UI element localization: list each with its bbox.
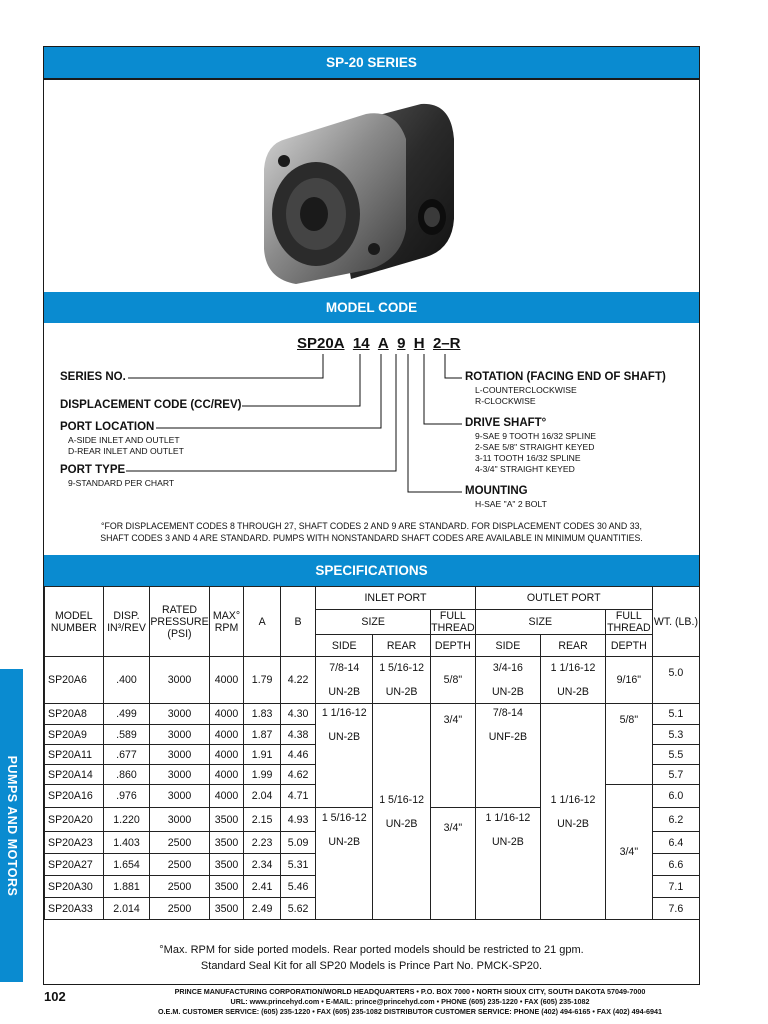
col-header-inlet-rear: REAR [373, 635, 431, 657]
col-header-b: B [280, 587, 315, 657]
model-code-diagram [44, 323, 699, 555]
cell-weight: 7.1 [652, 876, 699, 898]
port-location-option: A-SIDE INLET AND OUTLET [68, 435, 180, 445]
col-header-disp: DISP. IN³/REV [103, 587, 150, 657]
port-location-option: D-REAR INLET AND OUTLET [68, 446, 184, 456]
cell-rpm: 3500 [209, 832, 244, 854]
address-line: URL: www.princehyd.com • E-MAIL: prince@princehyd.com • PHONE (605) 235-1220 • FAX (605) 235-1082 [230, 997, 590, 1006]
col-header-rated-pressure: RATED PRESSURE (PSI) [150, 587, 209, 657]
cell-rpm: 3500 [209, 876, 244, 898]
mounting-option: H-SAE "A" 2 BOLT [475, 499, 547, 509]
cell-weight: 5.0 [652, 657, 699, 704]
cell-b: 5.62 [280, 898, 315, 920]
cell-model: SP20A11 [45, 745, 104, 765]
cell-weight: 5.5 [652, 745, 699, 765]
cell-model: SP20A27 [45, 854, 104, 876]
code-port-location: A [377, 335, 389, 352]
cell-psi: 2500 [150, 854, 209, 876]
cell-inlet-rear: 1 5/16-12 UN-2B [373, 704, 431, 920]
cell-rpm: 4000 [209, 704, 244, 725]
displacement-label: DISPLACEMENT CODE (CC/REV) [60, 399, 242, 411]
cell-b: 4.71 [280, 785, 315, 808]
drive-shaft-option: 4-3/4" STRAIGHT KEYED [475, 464, 575, 474]
port-type-option: 9-STANDARD PER CHART [68, 478, 175, 488]
cell-b: 5.46 [280, 876, 315, 898]
cell-disp: 2.014 [103, 898, 150, 920]
col-header-a: A [244, 587, 280, 657]
cell-psi: 3000 [150, 785, 209, 808]
cell-weight: 6.2 [652, 808, 699, 832]
cell-weight: 7.6 [652, 898, 699, 920]
col-header-inlet-port: INLET PORT [316, 587, 475, 610]
col-header-outlet-full-thread: FULL THREAD [607, 610, 651, 634]
cell-disp: .589 [103, 725, 150, 745]
col-header-inlet-full-thread: FULL THREAD [431, 610, 475, 634]
cell-disp: .976 [103, 785, 150, 808]
specifications-title: SPECIFICATIONS [315, 563, 428, 578]
col-header-outlet-depth: DEPTH [605, 635, 652, 657]
cell-model: SP20A14 [45, 765, 104, 785]
gear-pump-photo [256, 99, 456, 284]
cell-a: 1.87 [244, 725, 280, 745]
cell-weight: 5.7 [652, 765, 699, 785]
cell-a: 2.34 [244, 854, 280, 876]
cell-model: SP20A8 [45, 704, 104, 725]
cell-disp: .860 [103, 765, 150, 785]
footnote-rpm: °Max. RPM for side ported models. Rear ported models should be restricted to 21 gpm. [159, 944, 584, 956]
cell-model: SP20A9 [45, 725, 104, 745]
cell-outlet-depth: 9/16" [605, 657, 652, 704]
cell-model: SP20A23 [45, 832, 104, 854]
col-header-weight: WT. (LB.) [652, 587, 699, 657]
cell-psi: 2500 [150, 898, 209, 920]
cell-inlet-side: 7/8-14 UN-2B [316, 657, 373, 704]
code-shaft-rotation: 2–R [432, 335, 461, 352]
cell-b: 4.30 [280, 704, 315, 725]
cell-rpm: 3500 [209, 808, 244, 832]
code-series: SP20A [297, 335, 345, 352]
drive-shaft-option: 2-SAE 5/8" STRAIGHT KEYED [475, 442, 595, 452]
rotation-option: L-COUNTERCLOCKWISE [475, 385, 577, 395]
cell-a: 2.23 [244, 832, 280, 854]
cell-a: 2.15 [244, 808, 280, 832]
cell-disp: 1.403 [103, 832, 150, 854]
cell-b: 4.62 [280, 765, 315, 785]
drive-shaft-label: DRIVE SHAFT° [465, 417, 547, 429]
cell-outlet-rear: 1 1/16-12 UN-2B [541, 704, 606, 920]
cell-rpm: 4000 [209, 785, 244, 808]
col-header-outlet-size: SIZE [475, 610, 605, 635]
cell-a: 2.49 [244, 898, 280, 920]
table-row [45, 657, 700, 704]
col-header-max-rpm: MAX° RPM [209, 587, 244, 657]
cell-inlet-depth: 3/4" [431, 704, 476, 808]
cell-b: 4.38 [280, 725, 315, 745]
cell-rpm: 4000 [209, 725, 244, 745]
address-line: PRINCE MANUFACTURING CORPORATION/WORLD HEADQUARTERS • P.O. BOX 7000 • NORTH SIOUX CITY, SOUTH DAKOTA 57049-7000 [174, 987, 646, 996]
model-code-header [44, 292, 699, 323]
divider [44, 78, 699, 80]
side-tab [0, 669, 23, 982]
cell-psi: 3000 [150, 657, 209, 704]
cell-a: 1.99 [244, 765, 280, 785]
port-type-label: PORT TYPE [60, 464, 126, 476]
cell-b: 5.31 [280, 854, 315, 876]
cell-weight: 6.4 [652, 832, 699, 854]
page-number: 102 [44, 989, 66, 1004]
cell-psi: 3000 [150, 745, 209, 765]
cell-b: 4.22 [280, 657, 315, 704]
table-header-row [45, 587, 700, 610]
cell-psi: 3000 [150, 808, 209, 832]
cell-model: SP20A16 [45, 785, 104, 808]
cell-inlet-depth: 3/4" [431, 808, 476, 920]
cell-weight: 6.6 [652, 854, 699, 876]
cell-disp: 1.220 [103, 808, 150, 832]
col-header-inlet-depth: DEPTH [431, 635, 476, 657]
series-header [44, 47, 699, 78]
cell-outlet-depth: 5/8" [605, 704, 652, 785]
cell-a: 2.04 [244, 785, 280, 808]
specifications-table [44, 586, 700, 920]
col-header-outlet-side: SIDE [475, 635, 541, 657]
address-line: O.E.M. CUSTOMER SERVICE: (605) 235-1220 • FAX (605) 235-1082 DISTRIBUTOR CUSTOMER SERVICE: PHONE (402) 494-6165 • FAX (402) 494-6941 [157, 1007, 663, 1016]
model-code-title: MODEL CODE [325, 300, 418, 315]
code-displacement: 14 [352, 335, 370, 352]
code-port-type: 9 [397, 335, 406, 352]
shaft-code-note: °FOR DISPLACEMENT CODES 8 THROUGH 27, SHAFT CODES 2 AND 9 ARE STANDARD. FOR DISPLACEMENT CODES 30 AND 33, [101, 521, 642, 531]
cell-disp: .400 [103, 657, 150, 704]
cell-weight: 5.1 [652, 704, 699, 725]
cell-model: SP20A33 [45, 898, 104, 920]
cell-psi: 2500 [150, 876, 209, 898]
spec-sheet-frame [43, 46, 700, 985]
series-no-label: SERIES NO. [60, 371, 126, 383]
col-header-inlet-side: SIDE [316, 635, 373, 657]
rotation-option: R-CLOCKWISE [475, 396, 536, 406]
series-title: SP-20 SERIES [326, 55, 417, 70]
table-row [45, 704, 700, 725]
specifications-header [44, 555, 699, 586]
cell-disp: 1.654 [103, 854, 150, 876]
cell-rpm: 4000 [209, 765, 244, 785]
cell-inlet-depth: 5/8" [431, 657, 476, 704]
cell-weight: 6.0 [652, 785, 699, 808]
cell-disp: .499 [103, 704, 150, 725]
port-location-label: PORT LOCATION [60, 421, 155, 433]
cell-disp: 1.881 [103, 876, 150, 898]
cell-b: 5.09 [280, 832, 315, 854]
col-header-outlet-port: OUTLET PORT [475, 587, 652, 610]
cell-psi: 3000 [150, 765, 209, 785]
cell-inlet-side: 1 1/16-12 UN-2B [316, 704, 373, 808]
drive-shaft-option: 9-SAE 9 TOOTH 16/32 SPLINE [475, 431, 597, 441]
cell-psi: 2500 [150, 832, 209, 854]
cell-inlet-side: 1 5/16-12 UN-2B [316, 808, 373, 920]
cell-psi: 3000 [150, 725, 209, 745]
cell-outlet-side: 7/8-14 UNF-2B [475, 704, 541, 808]
cell-rpm: 3500 [209, 898, 244, 920]
cell-inlet-rear: 1 5/16-12 UN-2B [373, 657, 431, 704]
cell-model: SP20A20 [45, 808, 104, 832]
col-header-outlet-rear: REAR [541, 635, 606, 657]
cell-a: 1.83 [244, 704, 280, 725]
drive-shaft-option: 3-11 TOOTH 16/32 SPLINE [475, 453, 581, 463]
side-tab-label: PUMPS AND MOTORS [4, 755, 19, 896]
rotation-label: ROTATION (FACING END OF SHAFT) [465, 371, 666, 383]
cell-outlet-side: 3/4-16 UN-2B [475, 657, 541, 704]
cell-rpm: 4000 [209, 657, 244, 704]
cell-model: SP20A6 [45, 657, 104, 704]
col-header-model: MODEL NUMBER [45, 587, 104, 657]
code-mounting: H [413, 335, 425, 352]
cell-weight: 5.3 [652, 725, 699, 745]
cell-a: 2.41 [244, 876, 280, 898]
footnote-seal-kit: Standard Seal Kit for all SP20 Models is Prince Part No. PMCK-SP20. [200, 960, 543, 972]
col-header-inlet-size: SIZE [316, 610, 431, 635]
cell-a: 1.79 [244, 657, 280, 704]
cell-model: SP20A30 [45, 876, 104, 898]
mounting-label: MOUNTING [465, 485, 528, 497]
cell-b: 4.93 [280, 808, 315, 832]
cell-disp: .677 [103, 745, 150, 765]
shaft-code-note: SHAFT CODES 3 AND 4 ARE STANDARD. PUMPS WITH NONSTANDARD SHAFT CODES ARE AVAILABLE IN MINIMUM QUANTITIES. [100, 533, 643, 543]
cell-psi: 3000 [150, 704, 209, 725]
cell-outlet-rear: 1 1/16-12 UN-2B [541, 657, 606, 704]
cell-a: 1.91 [244, 745, 280, 765]
cell-rpm: 4000 [209, 745, 244, 765]
cell-rpm: 3500 [209, 854, 244, 876]
cell-outlet-depth: 3/4" [605, 785, 652, 920]
cell-outlet-side: 1 1/16-12 UN-2B [475, 808, 541, 920]
cell-b: 4.46 [280, 745, 315, 765]
